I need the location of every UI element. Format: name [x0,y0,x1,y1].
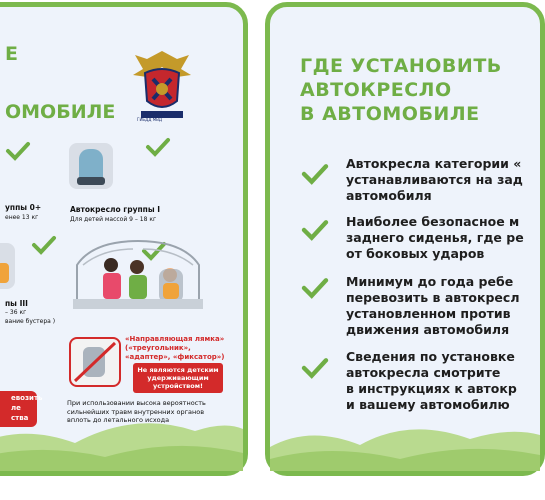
police-emblem-icon [127,45,197,125]
green-hills-decoration [0,401,243,471]
check-icon [300,163,330,185]
group3-sub2: вание бустера ) [5,318,56,325]
group0-label: уппы 0+ [5,203,42,212]
red-side-line2: ле [11,404,21,412]
item1-line3: автомобиля [346,188,432,203]
check-icon [145,137,171,157]
red-box: Не являются детским удерживающим устройством! [133,363,223,393]
logo-caption: ГИБДД МВД [137,117,163,122]
group1-label: Автокресло группы I [70,205,161,214]
item3-line2: перевозить в автокресл [346,290,520,305]
left-title-line2: ОМОБИЛЕ [5,101,116,123]
red-quote: «Направляющая лямка» («треугольник», «адаптер», «фиксатор») [125,335,225,361]
group1-sub: Для детей массой 9 – 18 кг [70,216,157,223]
group3-sub1: – 36 кг [5,309,27,316]
green-hills-decoration [270,401,540,471]
check-icon [300,357,330,379]
group3-seat-image [0,243,15,289]
item1-line2: устанавливаются на зад [346,172,523,187]
car-interior-illustration [73,235,203,315]
group0-sub: енее 13 кг [5,214,39,221]
item2-line2: заднего сиденья, где ре [346,230,524,245]
item2-line1: Наиболее безопасное м [346,214,520,229]
item4-line1: Сведения по установке [346,349,515,364]
item4-line3: в инструкциях к автокр [346,381,517,396]
group1-seat-image [69,143,113,189]
item3-line4: движения автомобиля [346,322,510,337]
right-title-line1: ГДЕ УСТАНОВИТЬ [300,55,502,77]
item4-line2: автокресла смотрите [346,365,501,380]
check-icon [5,141,31,161]
left-title-line1: Е [5,43,18,65]
item3-line3: установленном против [346,306,511,321]
red-side-line3: ства [11,414,29,422]
check-icon [300,219,330,241]
red-side-line1: евозить [11,394,43,402]
check-icon [300,277,330,299]
item4-line4: и вашему автомобилю [346,397,510,412]
prohibited-icon [71,339,119,385]
left-poster-panel [0,2,248,476]
warning-text: При использовании высока вероятность сильнейших травм внутренних органов вплоть до летального исхода [67,399,206,424]
forbidden-adapter-image [69,337,121,387]
right-title-line2: АВТОКРЕСЛО [300,79,452,101]
right-poster-panel [265,2,545,476]
item2-line3: от боковых ударов [346,246,485,261]
right-title-line3: В АВТОМОБИЛЕ [300,103,480,125]
check-icon [31,235,57,255]
item3-line1: Минимум до года ребе [346,274,514,289]
item1-line1: Автокресла категории « [346,156,522,171]
group3-label: пы III [5,299,28,308]
